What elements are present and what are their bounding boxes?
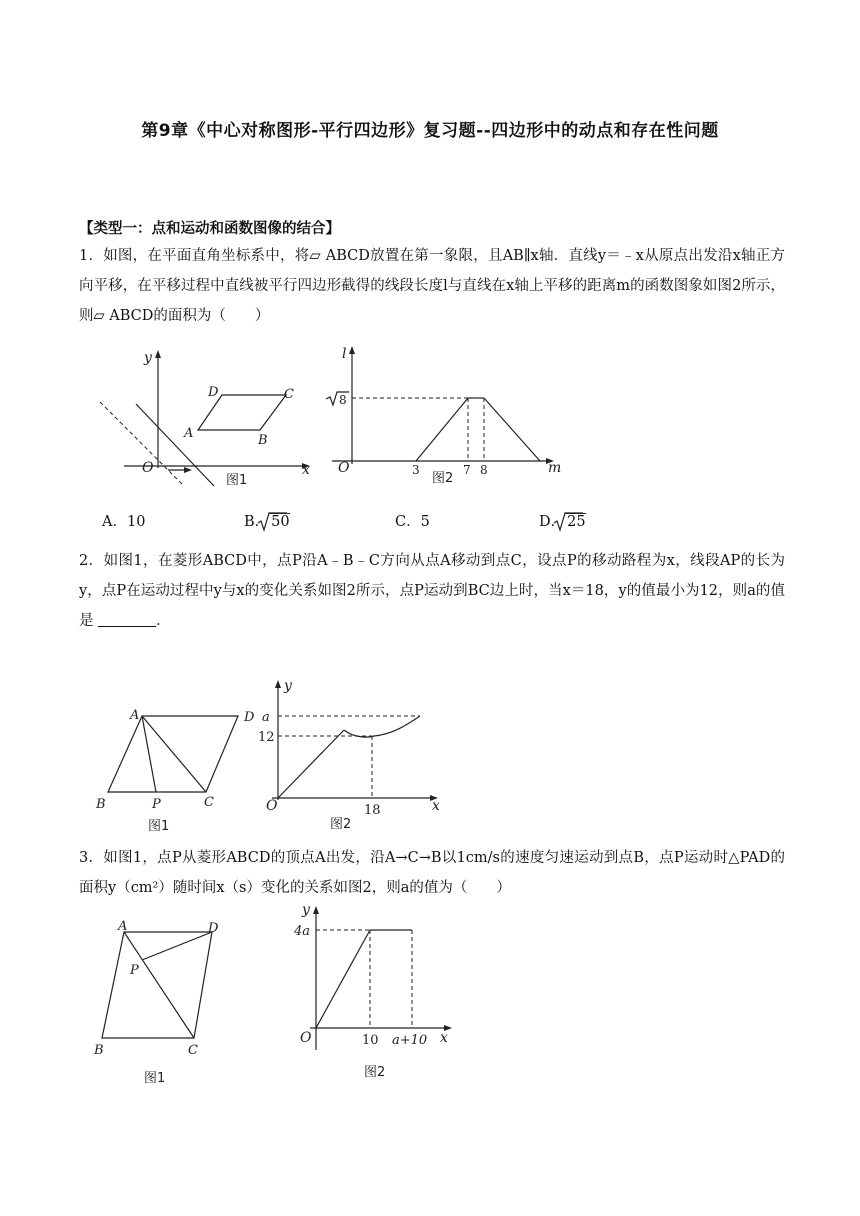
option-d[interactable]: D． 25 [539, 510, 586, 531]
shifted-line-dashed [100, 402, 182, 484]
point-c-label: C [204, 795, 214, 810]
q1-figure-1 [96, 348, 326, 498]
y-label: y [284, 678, 292, 694]
segment-pd [142, 932, 212, 960]
q3-figure-1 [92, 918, 242, 1088]
graph-rise [278, 730, 344, 798]
figure-caption: 图2 [432, 471, 454, 486]
q1-options [79, 510, 785, 536]
q1-figure-2 [322, 344, 572, 496]
origin-label: O [300, 1030, 312, 1046]
point-d-label: D [244, 710, 255, 725]
y-tick-sqrt8: 8 [339, 393, 347, 407]
x-tick-10: 10 [362, 1033, 379, 1048]
diagonal-ac [124, 932, 194, 1038]
segment-ap [142, 716, 156, 792]
question-3-text: 3．如图1，点P从菱形ABCD的顶点A出发，沿A→C→B以1cm/s的速度匀速运动到点B，点P运动时△PAD的面积y（cm²）随时间x（s）变化的关系如图2，则a的值为（ ） [79, 850, 785, 896]
point-a-label: A [184, 426, 194, 441]
question-1-text: 1．如图，在平面直角坐标系中，将▱ ABCD放置在第一象限，且AB∥x轴．直线y＝﹣x从原点出发沿x轴正方向平移，在平移过程中直线被平行四边形截得的线段长度l与直线在x轴上平移的距离m的函数图象如图2所示，则▱ ABCD的面积为（ ） [79, 248, 785, 324]
parallelogram-abcd [198, 395, 286, 430]
y-label: l [342, 346, 347, 362]
segment-ac [142, 716, 206, 792]
answer-blank[interactable] [98, 612, 156, 627]
x-label: x [302, 462, 310, 478]
origin-label: O [142, 460, 154, 476]
option-a[interactable]: A．10 [102, 514, 146, 530]
question-2-text: 2．如图1，在菱形ABCD中，点P沿A﹣B﹣C方向从点A移动到点C，设点P的移动路程为x，线段AP的长为y，点P在运动过程中y与x的变化关系如图2所示，点P运动到BC边上时，当x＝18，y的值最小为12，则a的值是 ． [79, 553, 785, 629]
sqrt-sign [257, 511, 271, 533]
q2-figure-1 [94, 704, 274, 836]
x-tick-18: 18 [364, 803, 381, 818]
point-a-label: A [118, 919, 128, 934]
origin-label: O [266, 798, 278, 814]
graph-fall [484, 398, 540, 461]
x-tick-8: 8 [480, 463, 488, 477]
y-label: y [144, 350, 152, 366]
point-p-label: P [130, 963, 139, 978]
point-a-label: A [130, 708, 140, 723]
figure-caption: 图2 [364, 1065, 386, 1080]
figure-caption: 图1 [148, 819, 170, 834]
rhombus-abcd [102, 932, 212, 1038]
x-tick-7: 7 [463, 463, 471, 477]
graph-rise [416, 398, 468, 461]
point-c-label: C [188, 1043, 198, 1058]
rhombus-abcd [108, 716, 238, 792]
y-label: y [302, 902, 310, 918]
figure-caption: 图2 [330, 817, 352, 832]
point-p-label: P [152, 797, 161, 812]
x-label: x [440, 1030, 448, 1046]
section-heading: 【类型一：点和运动和函数图像的结合】 [79, 221, 340, 237]
q3-figure-2 [288, 900, 468, 1088]
y-tick-4a: 4a [294, 924, 311, 939]
graph-curve [344, 716, 420, 737]
q2-figure-2 [254, 676, 454, 836]
y-tick-12: 12 [258, 730, 275, 745]
point-d-label: D [208, 921, 219, 936]
point-c-label: C [284, 387, 294, 402]
graph-rise [316, 930, 370, 1028]
point-b-label: B [258, 433, 268, 448]
x-label: x [432, 798, 440, 814]
point-b-label: B [94, 1043, 104, 1058]
figure-caption: 图1 [226, 473, 248, 488]
x-tick-3: 3 [412, 463, 420, 477]
sqrt-sign [553, 511, 567, 533]
option-b[interactable]: B． 50 [244, 510, 290, 531]
point-d-label: D [208, 385, 219, 400]
option-c[interactable]: C．5 [395, 514, 430, 530]
x-tick-a-plus-10: a+10 [392, 1033, 428, 1048]
point-b-label: B [96, 797, 106, 812]
figure-caption: 图1 [144, 1071, 166, 1086]
y-tick-a: a [262, 710, 270, 725]
x-label: m [548, 460, 562, 476]
origin-label: O [338, 460, 350, 476]
page-title: 第9章《中心对称图形-平行四边形》复习题--四边形中的动点和存在性问题 [141, 121, 719, 141]
